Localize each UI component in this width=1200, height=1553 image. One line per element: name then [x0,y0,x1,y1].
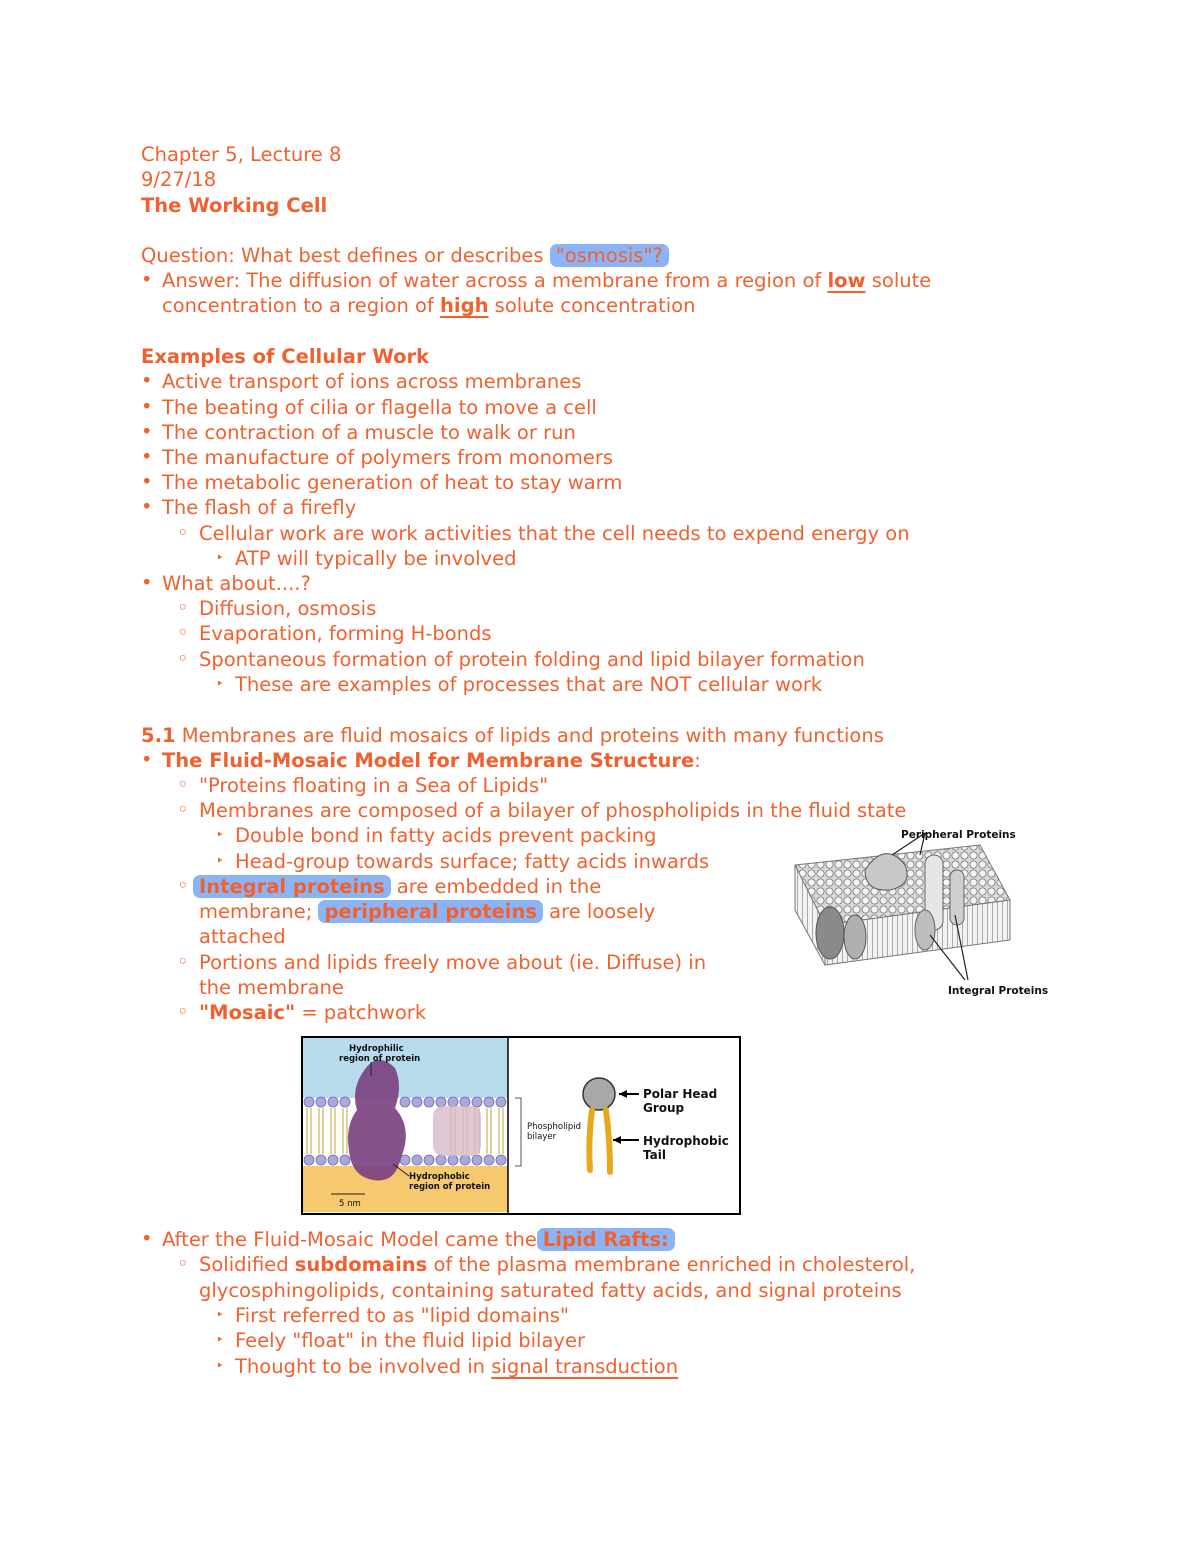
integral-label: Integral Proteins [948,985,1049,997]
hydrophobic-label-1: Hydrophobic [409,1172,470,1182]
polar-head-shape [583,1078,615,1110]
list-item: Spontaneous formation of protein folding and lipid bilayer formation [199,648,865,671]
list-item: the membrane [199,976,344,999]
subdomains-term: subdomains [294,1253,428,1276]
list-item: Active transport of ions across membranes [162,370,582,393]
bullet-dot: • [141,1227,153,1250]
pale-protein [433,1106,481,1156]
text: of the plasma membrane enriched in cholesterol, [427,1253,916,1276]
text: membrane; [199,900,319,923]
peripheral-label: Peripheral Proteins [901,829,1016,841]
tail-shape [589,1110,592,1170]
model-line [162,748,701,773]
rafts-line [162,1227,675,1252]
lipid-rafts-highlight: Lipid Rafts: [537,1228,675,1251]
section-title: Membranes are fluid mosaics of lipids and proteins with many functions [175,724,884,747]
membrane-3d-figure [780,815,1050,1005]
text: Thought to be involved in [235,1355,492,1378]
examples-heading: Examples of Cellular Work [141,345,430,368]
polar-head-label-2: Group [643,1101,685,1115]
section-number: 5.1 [141,724,176,747]
list-item [193,874,601,899]
lower-lipid-heads [304,1155,506,1165]
signal-transduction-term: signal transduction [491,1355,679,1378]
list-item: "Proteins floating in a Sea of Lipids" [199,774,549,797]
mosaic-term: "Mosaic" [199,1001,296,1024]
bullet-circle: ◦ [177,950,189,973]
integral-protein-shape [844,915,866,959]
bullet-triangle: ‣ [216,1308,224,1323]
bullet-circle: ◦ [177,1000,189,1023]
bilayer-label-1: Phospholipid [527,1122,582,1132]
bullet-circle: ◦ [177,1252,189,1275]
list-item [199,1000,426,1025]
bullet-dot: • [141,495,153,518]
hydrophobic-label-2: region of protein [409,1182,491,1192]
question-highlight: "osmosis"? [550,244,669,267]
list-item: Evaporation, forming H-bonds [199,622,492,645]
polar-head-label-1: Polar Head [643,1087,718,1101]
upper-lipid-heads [304,1097,506,1107]
list-item: The beating of cilia or flagella to move a cell [162,396,597,419]
bullet-circle: ◦ [177,647,189,670]
bullet-dot: • [141,268,153,291]
list-item: attached [199,925,286,948]
list-item: Diffusion, osmosis [199,597,377,620]
list-item: The contraction of a muscle to walk or run [162,421,576,444]
bullet-triangle: ‣ [216,1333,224,1348]
list-item: Feely "float" in the fluid lipid bilayer [235,1329,585,1352]
bullet-circle: ◦ [177,773,189,796]
list-item: Head-group towards surface; fatty acids inwards [235,850,710,873]
integral-protein-shape [816,907,844,959]
text: are embedded in the [390,875,602,898]
peripheral-highlight: peripheral proteins [318,900,543,923]
text: After the Fluid-Mosaic Model came the [162,1228,537,1251]
text: = patchwork [295,1001,427,1024]
model-colon: : [694,749,701,772]
list-item: Cellular work are work activities that the cell needs to expend energy on [199,522,910,545]
bullet-circle: ◦ [177,621,189,644]
bullet-triangle: ‣ [216,1359,224,1374]
tail-label-2: Tail [643,1148,666,1162]
bullet-dot: • [141,445,153,468]
list-item: These are examples of processes that are NOT cellular work [235,673,823,696]
section-heading [141,723,884,748]
bullet-circle: ◦ [177,874,189,897]
list-item: The flash of a firefly [162,496,357,519]
list-item [199,1252,915,1277]
bullet-circle: ◦ [177,596,189,619]
list-item: First referred to as "lipid domains" [235,1304,569,1327]
bilayer-label-2: bilayer [527,1132,557,1142]
answer-line-2 [162,293,695,318]
answer-high: high [440,294,489,317]
list-item [235,1354,678,1379]
text: Solidified [199,1253,295,1276]
bullet-triangle: ‣ [216,854,224,869]
list-item: ATP will typically be involved [235,547,517,570]
integral-protein-shape [950,870,964,925]
list-item [199,899,655,924]
hydrophilic-label-1: Hydrophilic [349,1044,404,1054]
chapter-line: Chapter 5, Lecture 8 [141,143,342,166]
answer-text: solute [865,269,932,292]
list-item: What about....? [162,572,311,595]
answer-line-1 [162,268,931,293]
integral-protein-shape [915,910,935,950]
bullet-dot: • [141,420,153,443]
tail-label-1: Hydrophobic [643,1134,729,1148]
page-title: The Working Cell [141,194,328,217]
bullet-circle: ◦ [177,798,189,821]
date-line: 9/27/18 [141,168,217,191]
text: are loosely [542,900,656,923]
model-title: The Fluid-Mosaic Model for Membrane Structure [162,749,695,772]
list-item: The manufacture of polymers from monomers [162,446,614,469]
hydrophilic-label-2: region of protein [339,1054,421,1064]
bullet-dot: • [141,369,153,392]
list-item: Double bond in fatty acids prevent packing [235,824,657,847]
answer-text: Answer: The diffusion of water across a membrane from a region of [162,269,828,292]
scale-label: 5 nm [339,1199,361,1209]
answer-text: concentration to a region of [162,294,441,317]
bullet-dot: • [141,395,153,418]
bullet-dot: • [141,571,153,594]
question-line [141,243,669,268]
question-text: Question: What best defines or describes [141,244,550,267]
bullet-dot: • [141,470,153,493]
bullet-triangle: ‣ [216,677,224,692]
list-item: glycosphingolipids, containing saturated fatty acids, and signal proteins [199,1279,902,1302]
bullet-triangle: ‣ [216,551,224,566]
bullet-circle: ◦ [177,521,189,544]
answer-text: solute concentration [488,294,696,317]
bullet-dot: • [141,748,153,771]
list-item: Membranes are composed of a bilayer of phospholipids in the fluid state [199,799,907,822]
list-item: The metabolic generation of heat to stay warm [162,471,623,494]
bullet-triangle: ‣ [216,828,224,843]
integral-highlight: Integral proteins [193,875,391,898]
answer-low: low [827,269,866,292]
extracellular-region [303,1038,508,1098]
bilayer-figure [301,1036,741,1215]
list-item: Portions and lipids freely move about (ie. Diffuse) in [199,951,707,974]
